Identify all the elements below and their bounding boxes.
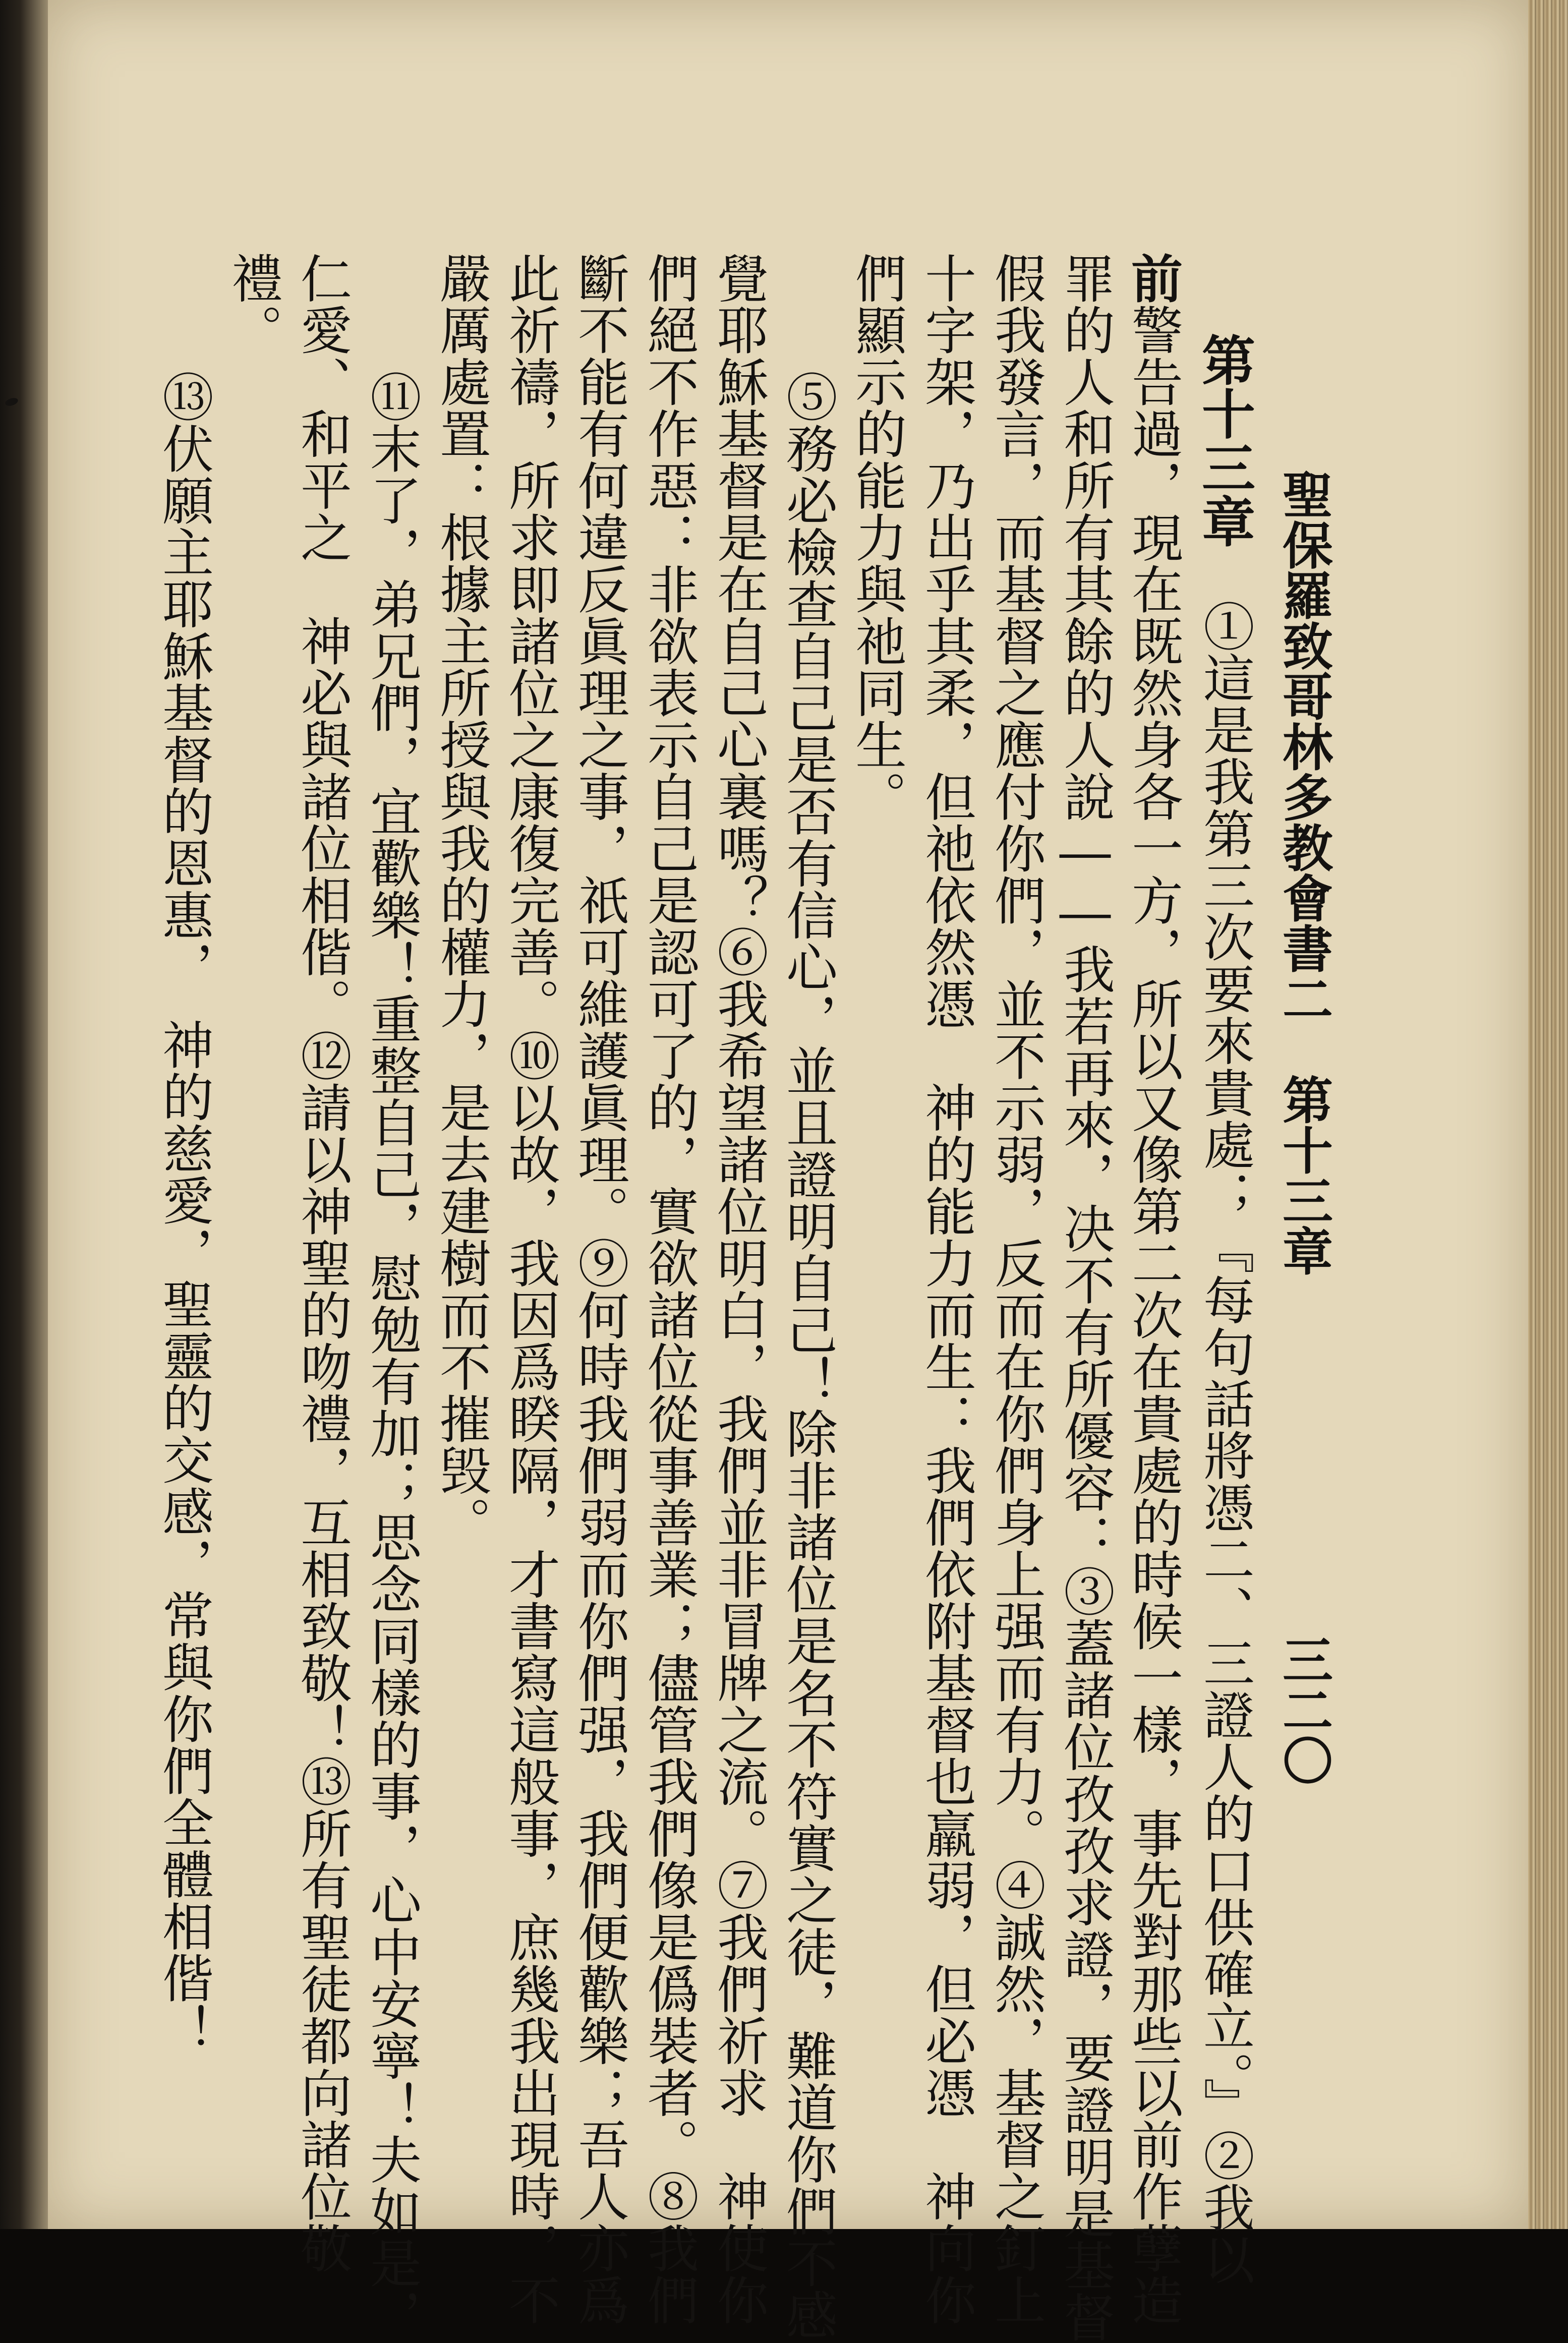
text-column-10: 斷不能有何違反眞理之事，祇可維護眞理。⑨何時我們弱而你們强，我們便歡樂；吾人亦爲	[569, 252, 629, 2326]
book-page	[48, 0, 1528, 2343]
page-number: 三二〇	[1274, 1634, 1333, 1785]
text-column-4: 假我發言，而基督之應付你們，並不示弱，反而在你們身上强而有力。④誠然，基督之釘上	[986, 252, 1046, 2326]
column-text: ①這是我第三次要來貴處；『每句話將憑二、三證人的口供確立。』②我以	[1195, 548, 1255, 2286]
text-column-8: 覺耶穌基督是在自己心裏嗎？⑥我希望諸位明白，我們並非冒牌之流。⑦我們祈求 神使你	[709, 252, 769, 2326]
text-column-5: 十字架，乃出乎其柔，但祂依然憑 神的能力而生：我們依附基督也羸弱，但必憑 神向你	[916, 252, 976, 2326]
text-column-14: 仁愛、和平之 神必與諸位相偕。⑫請以神聖的吻禮，互相致敬！⑬所有聖徒都向諸位敬	[292, 252, 352, 2274]
column-lead: 前	[1123, 252, 1183, 304]
text-column-2	[1123, 252, 1183, 2326]
book-page-edges	[1528, 0, 1568, 2229]
text-column-11: 此祈禱，所求即諸位之康復完善。⑩以故，我因爲睽隔，才書寫這般事，庶幾我出現時，不	[500, 252, 560, 2326]
text-column-13: ⑪末了，弟兄們，宜歡樂！重整自己，慰勉有加；思念同樣的事，心中安寧！夫如是，	[362, 371, 422, 2341]
column-text: 警告過，現在既然身各一方，所以又像第二次在貴處的時候一樣，事先對那些以前作孽造	[1123, 304, 1183, 2326]
running-title: 聖保羅致哥林多教會書二 第十三章	[1274, 469, 1333, 1276]
text-column-1	[1193, 333, 1256, 2286]
text-column-6: 們顯示的能力與祂同生。	[847, 252, 907, 823]
text-column-12: 嚴厲處置：根據主所授與我的權力，是去建樹而不摧毁。	[431, 252, 491, 1548]
text-column-16: ⑬伏願主耶穌基督的恩惠， 神的慈愛，聖靈的交感，常與你們全體相偕！	[154, 371, 214, 2056]
text-column-7: ⑤務必檢查自己是否有信心，並且證明自己！除非諸位是名不符實之徒，難道你們不感	[778, 371, 838, 2341]
text-column-9: 們絕不作惡：非欲表示自己是認可了的，實欲諸位從事善業；儘管我們像是僞裝者。⑧我們	[639, 252, 699, 2326]
ink-speck	[4, 396, 19, 407]
text-column-15: 禮。	[223, 252, 283, 356]
text-column-3: 罪的人和所有其餘的人說――我若再來，决不有所優容：③蓋諸位孜孜求證，要證明是基督	[1055, 252, 1115, 2343]
chapter-heading: 第十三章	[1193, 333, 1256, 549]
